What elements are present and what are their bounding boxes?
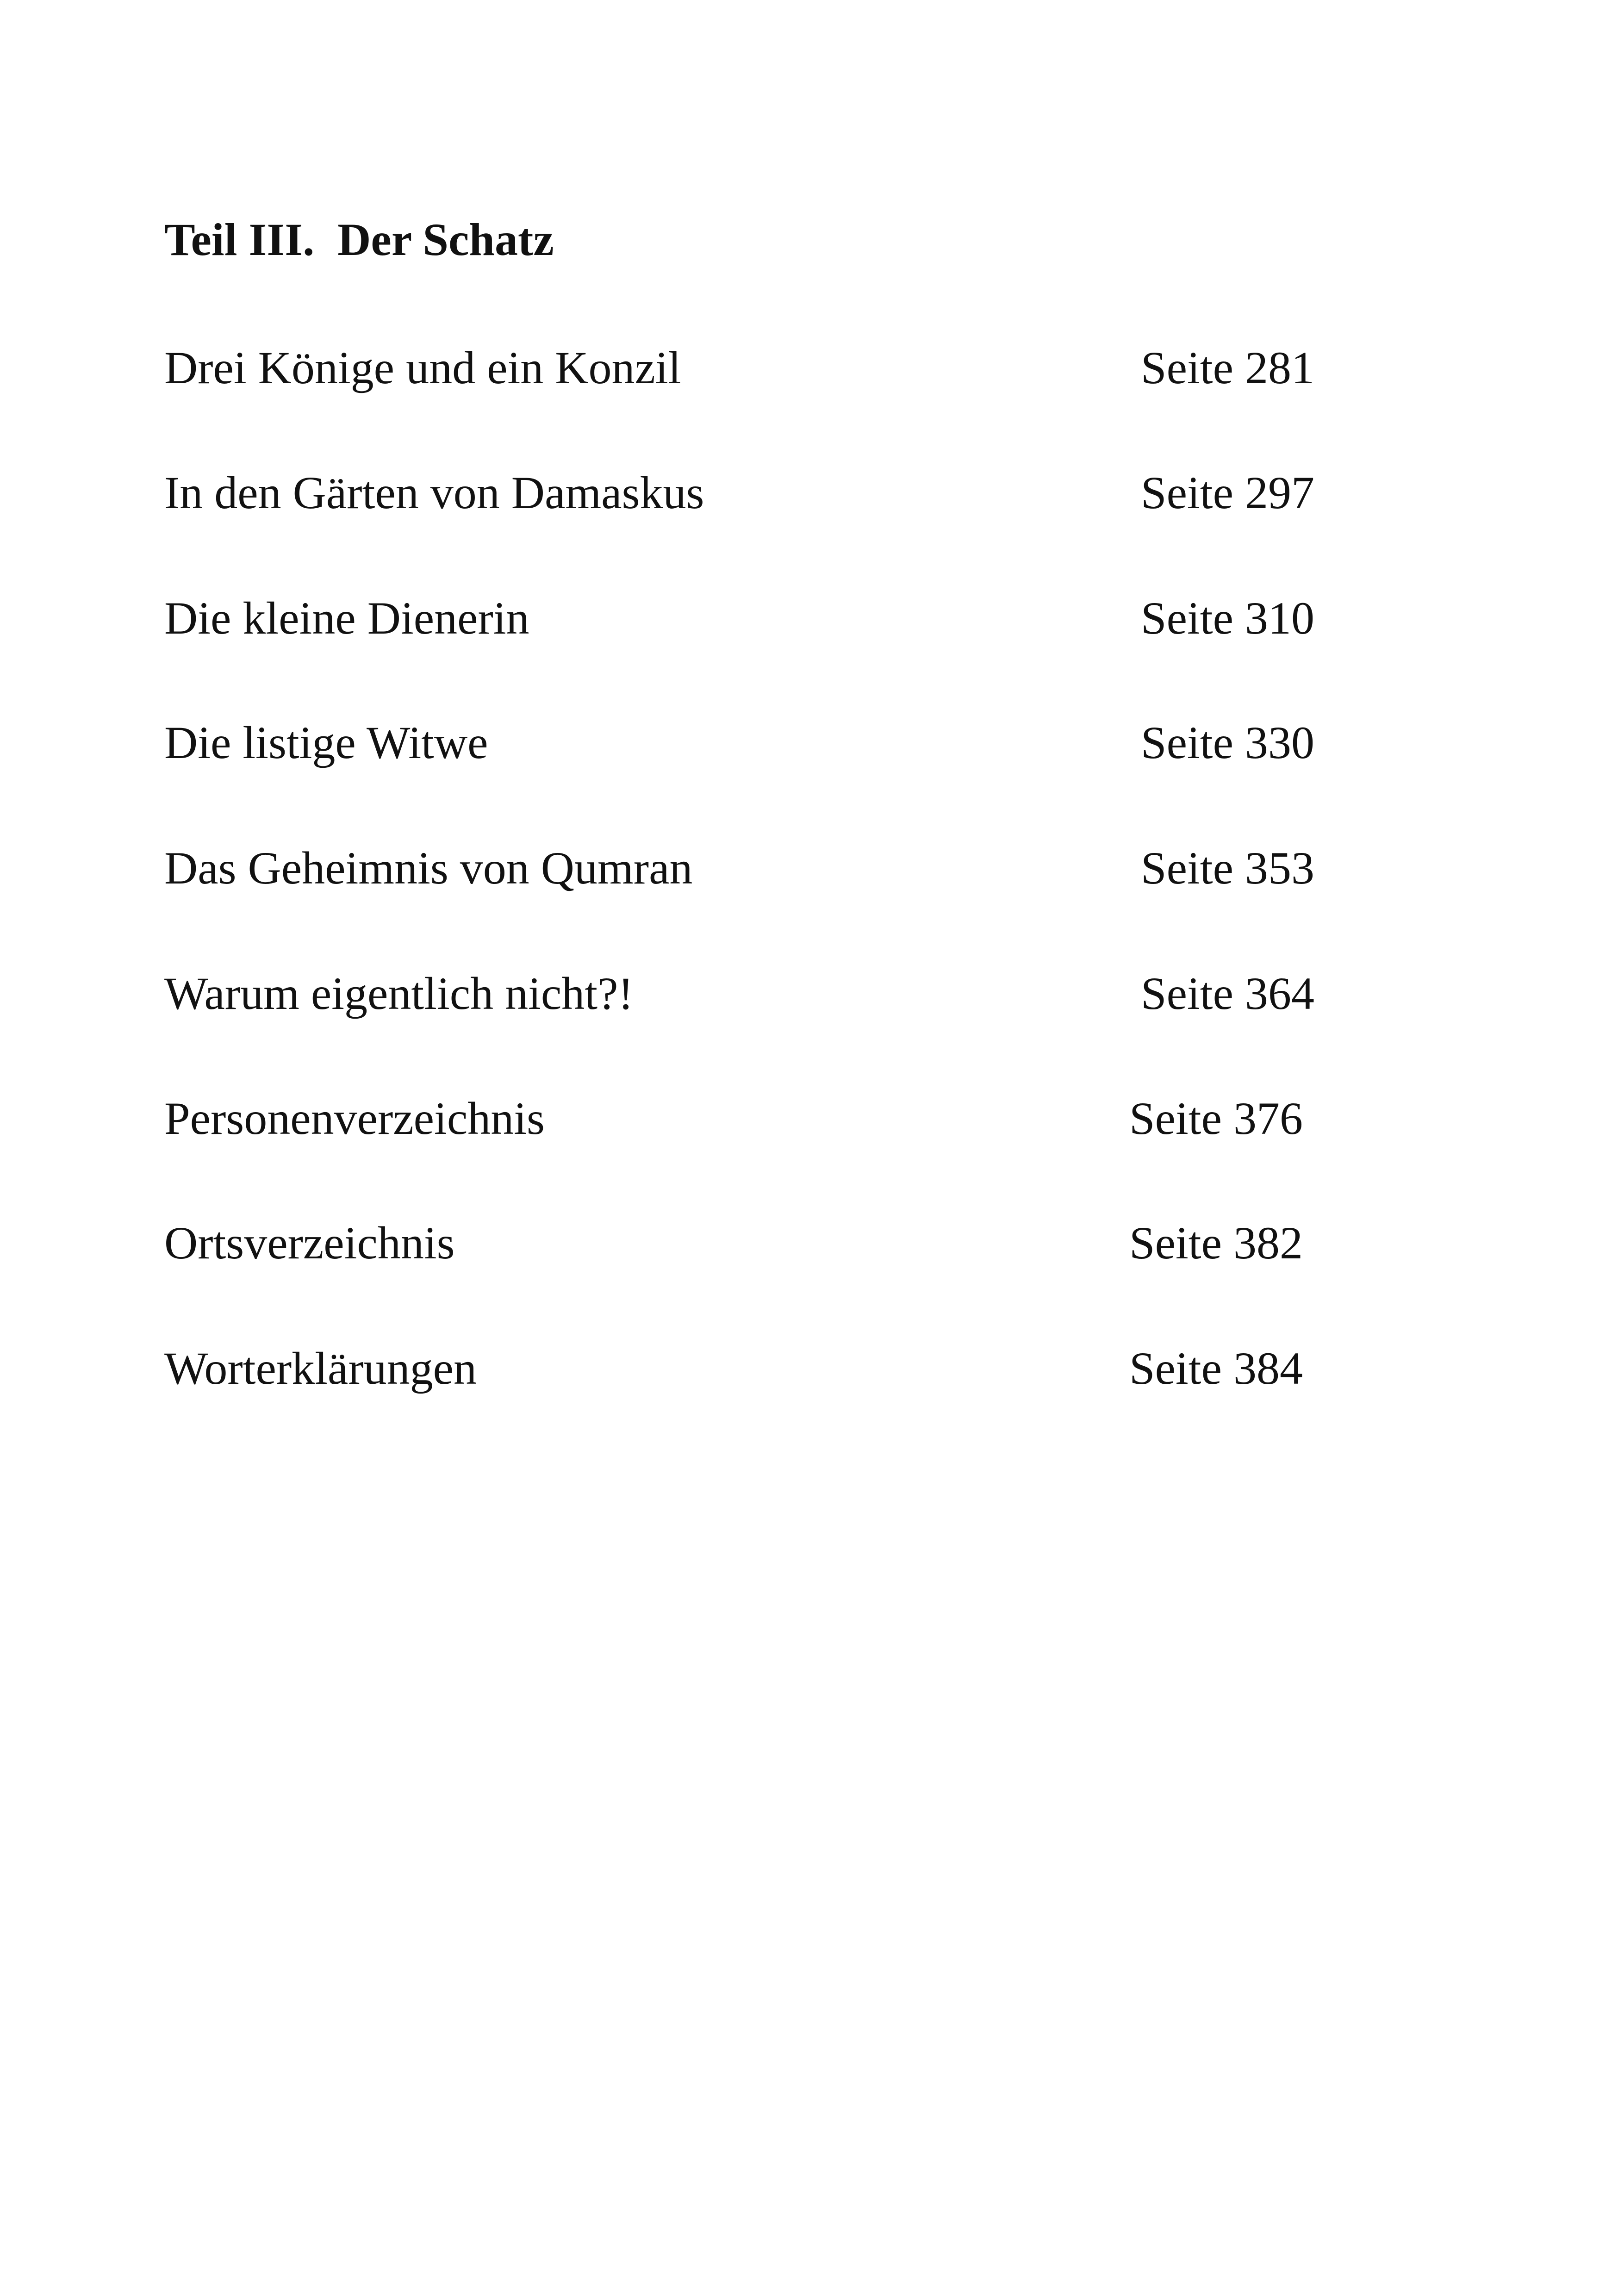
toc-entry-title: Das Geheimnis von Qumran — [164, 842, 693, 894]
toc-entry-page: Seite 297 — [1141, 467, 1314, 518]
toc-entry-title: Die listige Witwe — [164, 717, 488, 768]
toc-entry-title: In den Gärten von Damaskus — [164, 467, 704, 518]
toc-entry — [0, 592, 1618, 655]
toc-entry-page: Seite 376 — [1129, 1093, 1303, 1144]
toc-entry-title: Personenverzeichnis — [164, 1093, 545, 1144]
toc-entry — [0, 842, 1618, 905]
toc-entry — [0, 467, 1618, 530]
toc-entry — [0, 1095, 1618, 1156]
toc-entry-title: Warum eigentlich nicht?! — [164, 968, 634, 1019]
toc-entry — [0, 1345, 1618, 1406]
toc-entry-page: Seite 353 — [1141, 842, 1314, 894]
toc-entry — [0, 968, 1618, 1031]
toc-entry — [0, 1217, 1618, 1280]
toc-entry-title: Die kleine Dienerin — [164, 592, 529, 644]
toc-entry-page: Seite 281 — [1141, 342, 1314, 393]
toc-entry-title: Worterklärungen — [164, 1343, 477, 1394]
toc-entry-title: Ortsverzeichnis — [164, 1217, 455, 1269]
toc-entry-page: Seite 364 — [1141, 968, 1314, 1019]
toc-entry-page: Seite 382 — [1129, 1217, 1303, 1269]
toc-entry — [0, 342, 1618, 405]
toc-entry — [0, 717, 1618, 780]
toc-entry-page: Seite 384 — [1129, 1343, 1303, 1394]
toc-entry-page: Seite 310 — [1141, 592, 1314, 644]
toc-entry-title: Drei Könige und ein Konzil — [164, 342, 681, 393]
section-heading: Teil III. Der Schatz — [164, 214, 554, 265]
toc-entry-page: Seite 330 — [1141, 717, 1314, 768]
